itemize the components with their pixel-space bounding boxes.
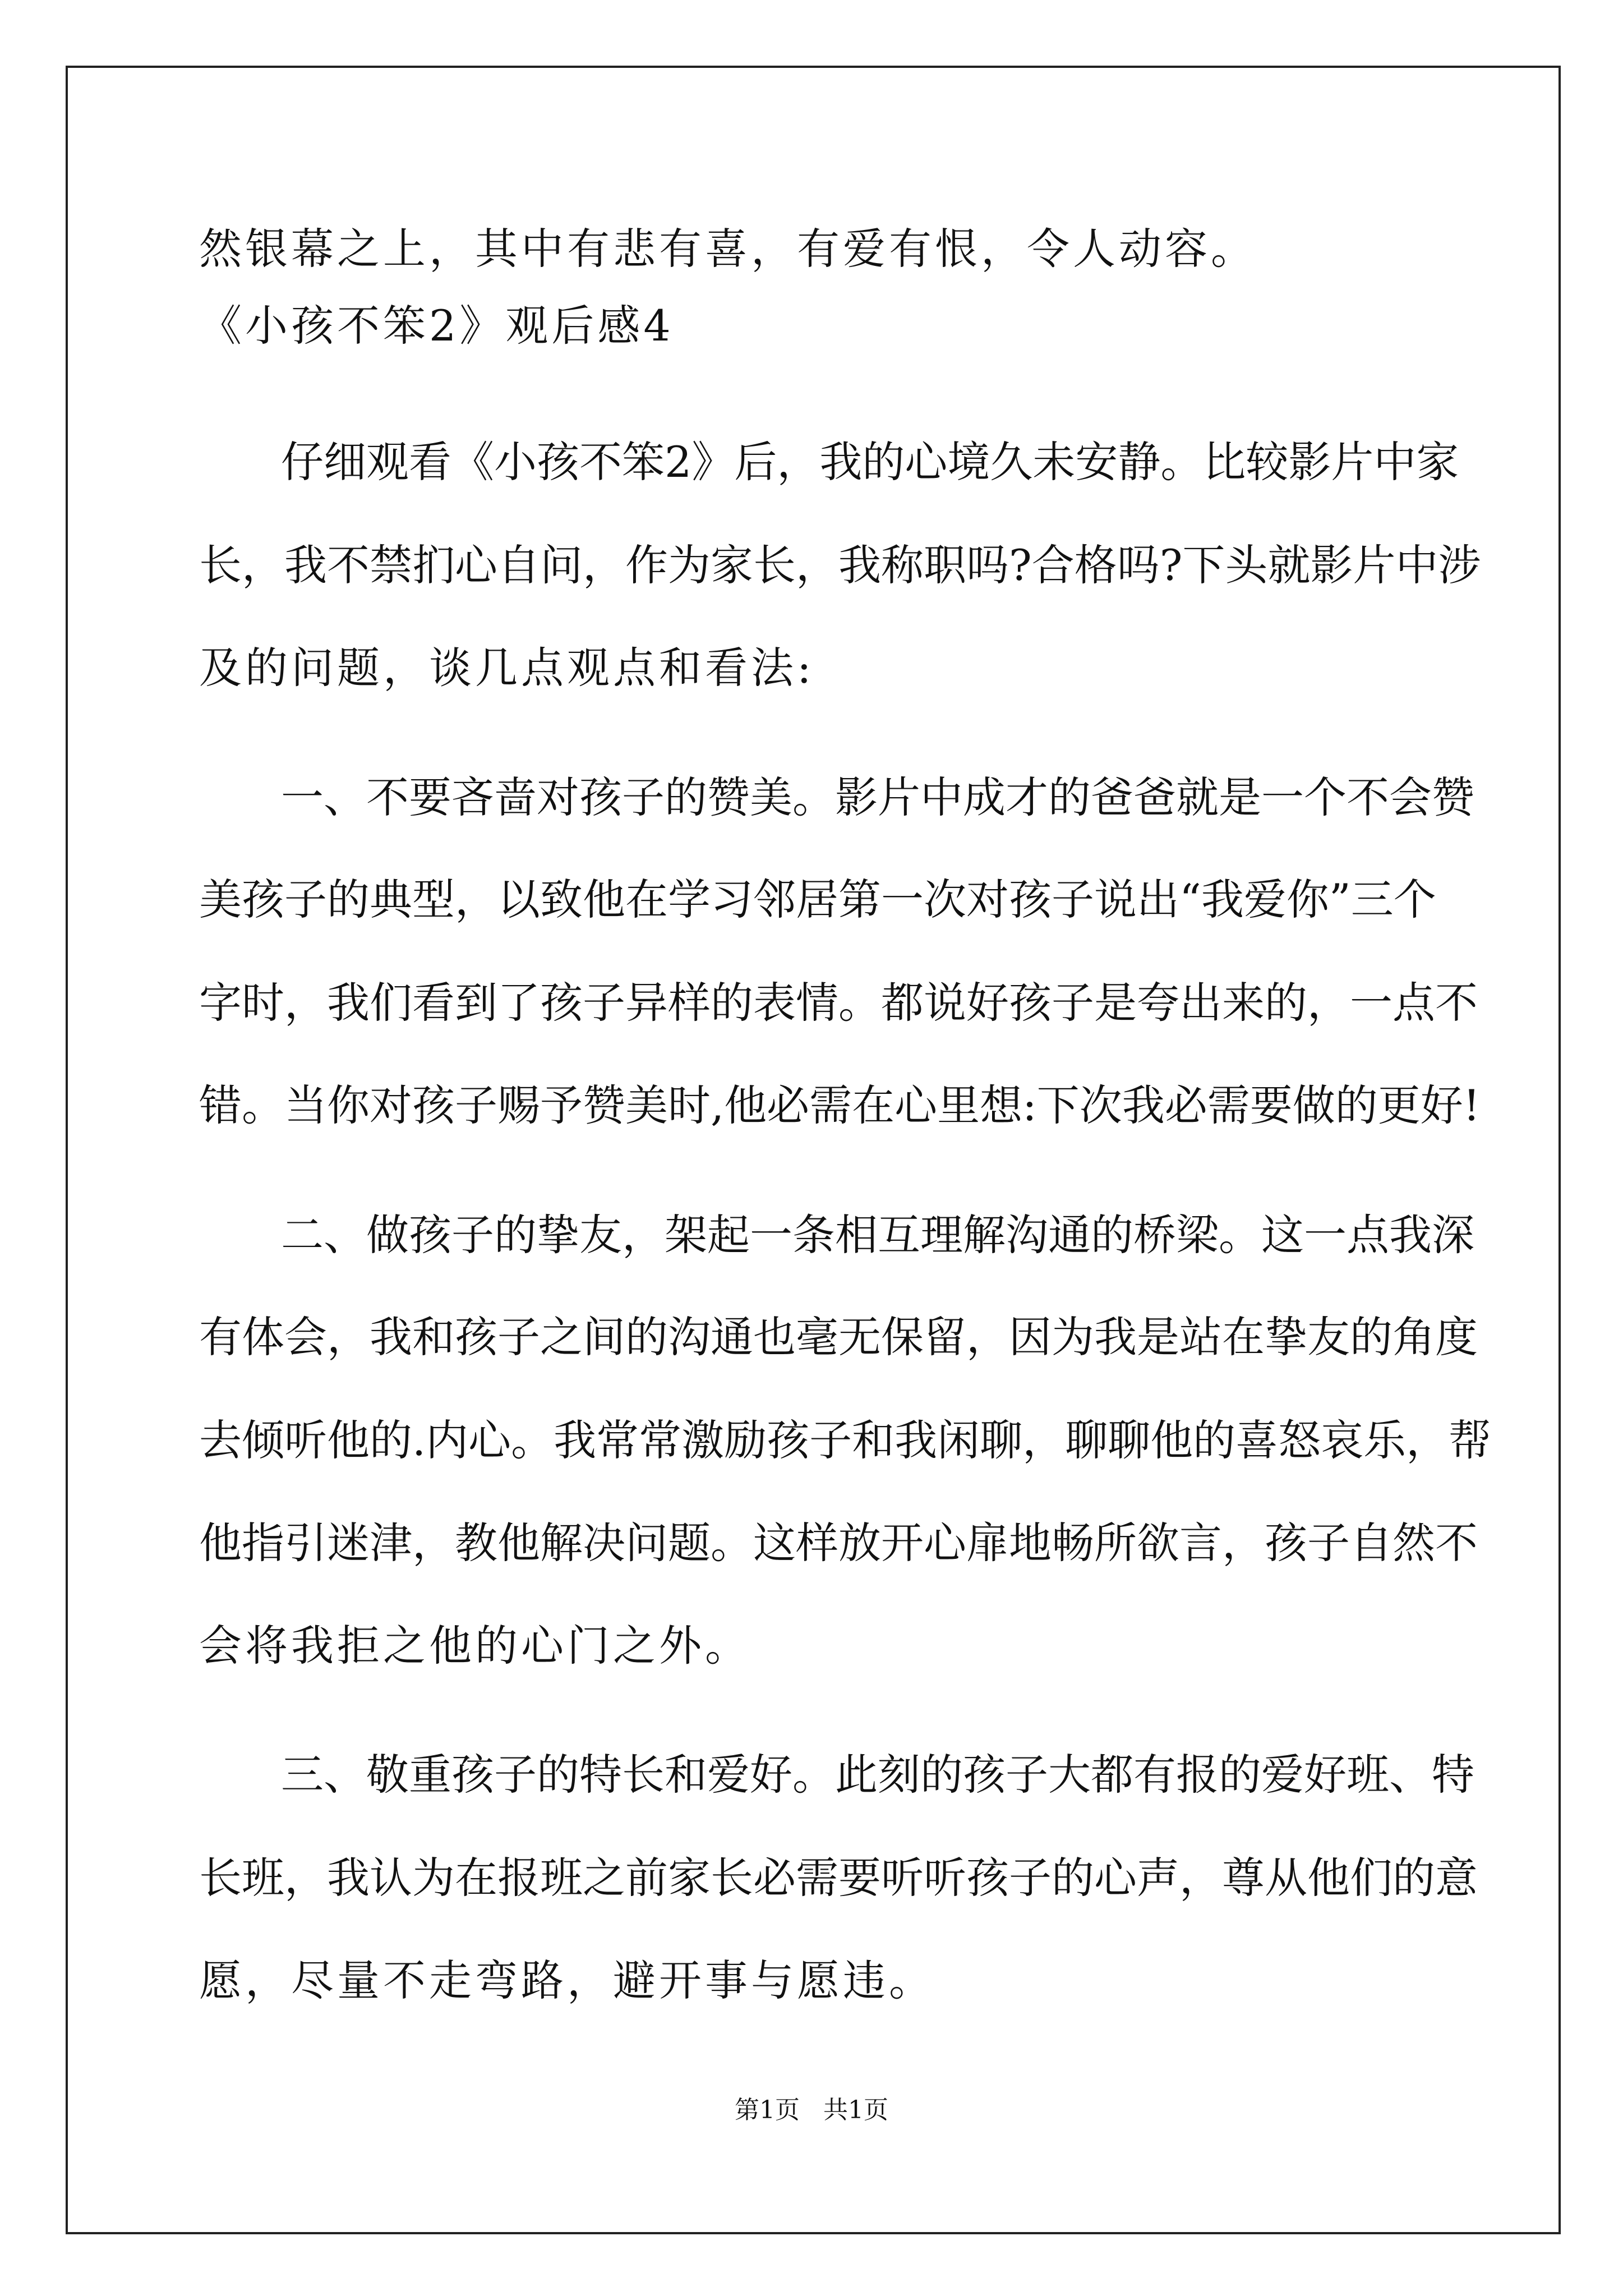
paragraph-line: 美孩子的典型，以致他在学习邻居第一次对孩子说出“我爱你”三个 xyxy=(199,875,1436,924)
section-heading: 《小孩不笨2》观后感4 xyxy=(199,301,674,351)
page-footer xyxy=(0,2098,1623,2123)
page-total: 共1页 xyxy=(823,2096,888,2124)
paragraph-line: 三、敬重孩子的特长和爱好。此刻的孩子大都有报的爱好班、特 xyxy=(281,1750,1474,1800)
paragraph-line: 会将我拒之他的心门之外。 xyxy=(199,1621,751,1671)
paragraph-line: 长，我不禁扪心自问，作为家长，我称职吗?合格吗?下头就影片中涉 xyxy=(199,540,1481,590)
text-line: 然银幕之上，其中有悲有喜，有爱有恨，令人动容。 xyxy=(199,224,1257,274)
paragraph-line: 愿，尽量不走弯路，避开事与愿违。 xyxy=(199,1955,935,2005)
paragraph-line: 仔细观看《小孩不笨2》后，我的心境久未安静。比较影片中家 xyxy=(281,437,1459,487)
paragraph-line: 有体会，我和孩子之间的沟通也毫无保留，因为我是站在挚友的角度 xyxy=(199,1312,1478,1362)
paragraph-line: 他指引迷津，教他解决问题。这样放开心扉地畅所欲言，孩子自然不 xyxy=(199,1518,1478,1568)
paragraph-line: 二、做孩子的挚友，架起一条相互理解沟通的桥梁。这一点我深 xyxy=(281,1210,1474,1260)
paragraph-line: 一、不要吝啬对孩子的赞美。影片中成才的爸爸就是一个不会赞 xyxy=(281,772,1474,822)
page-number: 第1页 xyxy=(735,2096,800,2124)
paragraph-line: 错。当你对孩子赐予赞美时,他必需在心里想:下次我必需要做的更好! xyxy=(199,1080,1481,1130)
page-border xyxy=(66,66,1561,2234)
paragraph-line: 去倾听他的.内心。我常常激励孩子和我闲聊，聊聊他的喜怒哀乐，帮 xyxy=(199,1415,1492,1465)
paragraph-line: 长班，我认为在报班之前家长必需要听听孩子的心声，尊从他们的意 xyxy=(199,1853,1478,1903)
paragraph-line: 字时，我们看到了孩子异样的表情。都说好孩子是夸出来的，一点不 xyxy=(199,978,1478,1028)
paragraph-line: 及的问题，谈几点观点和看法: xyxy=(199,643,815,693)
